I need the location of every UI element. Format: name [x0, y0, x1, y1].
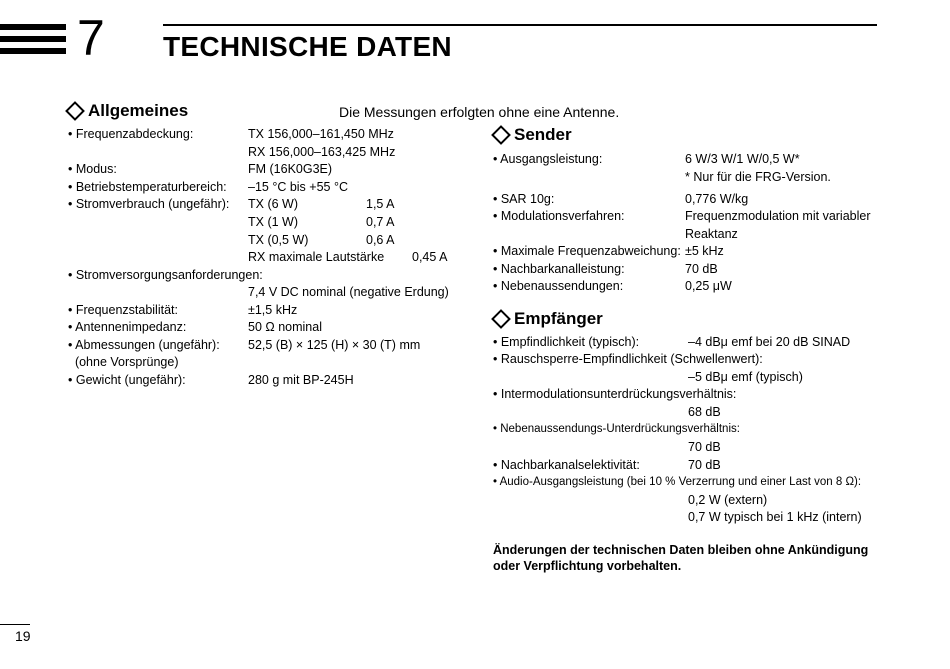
- chapter-tab-bar-middle: [0, 36, 66, 42]
- spec-label: • Antennenimpedanz:: [68, 320, 187, 334]
- chapter-tab-bar-bottom: [0, 48, 66, 54]
- spec-label: • Ausgangsleistung:: [493, 152, 603, 166]
- chapter-tab-bar-top: [0, 24, 66, 30]
- spec-value: * Nur für die FRG-Version.: [685, 170, 831, 184]
- spec-label: • Modulationsverfahren:: [493, 209, 625, 223]
- spec-label: • Empfindlichkeit (typisch):: [493, 335, 640, 349]
- spec-value: 68 dB: [688, 405, 721, 419]
- spec-label: • Nebenaussendungen:: [493, 279, 624, 293]
- spec-value: TX 156,000–161,450 MHz: [248, 127, 394, 141]
- spec-label: • Betriebstemperaturbereich:: [68, 180, 227, 194]
- section-heading-transmitter: [492, 125, 572, 145]
- spec-value: RX 156,000–163,425 MHz: [248, 145, 396, 159]
- spec-value: 0,7 W typisch bei 1 kHz (intern): [688, 510, 862, 524]
- section-heading-general: [66, 101, 188, 121]
- spec-label: • Stromverbrauch (ungefähr):: [68, 197, 230, 211]
- spec-value: 0,2 W (extern): [688, 493, 768, 507]
- spec-value: 0,25 μW: [685, 279, 732, 293]
- spec-value: 7,4 V DC nominal (negative Erdung): [248, 285, 449, 299]
- spec-value: FM (16K0G3E): [248, 162, 333, 176]
- spec-label: • Audio-Ausgangsleistung (bei 10 % Verzerrung und einer Last von 8 Ω):: [493, 476, 862, 488]
- disclaimer-line-1: Änderungen der technischen Daten bleiben ohne Ankündigung: [493, 543, 869, 557]
- spec-label: • Intermodulationsunterdrückungsverhältnis:: [493, 387, 737, 401]
- spec-label: • Nachbarkanalselektivität:: [493, 458, 640, 472]
- spec-value: 50 Ω nominal: [248, 320, 322, 334]
- spec-value: 70 dB: [688, 458, 721, 472]
- diamond-icon: [491, 309, 511, 329]
- spec-label: • Abmessungen (ungefähr):: [68, 338, 220, 352]
- spec-label: • Frequenzabdeckung:: [68, 127, 194, 141]
- spec-value: 52,5 (B) × 125 (H) × 30 (T) mm: [248, 338, 421, 352]
- spec-label: • Frequenzstabilität:: [68, 303, 178, 317]
- spec-value: ±5 kHz: [685, 244, 724, 258]
- disclaimer-line-2: oder Verpflichtung vorbehalten.: [493, 559, 682, 573]
- section-heading-receiver: [492, 309, 603, 329]
- measurement-note: Die Messungen erfolgten ohne eine Antenne.: [339, 104, 620, 120]
- spec-value: –15 °C bis +55 °C: [248, 180, 348, 194]
- spec-value: –4 dBμ emf bei 20 dB SINAD: [688, 335, 851, 349]
- chapter-title: TECHNISCHE DATEN: [163, 31, 452, 62]
- spec-current: 0,6 A: [366, 233, 395, 247]
- spec-value: 6 W/3 W/1 W/0,5 W*: [685, 152, 800, 166]
- spec-value: 0,776 W/kg: [685, 192, 749, 206]
- spec-value: 280 g mit BP-245H: [248, 373, 354, 387]
- spec-value: TX (6 W): [248, 197, 298, 211]
- section-heading-transmitter-label: Sender: [514, 125, 572, 144]
- spec-label: • Maximale Frequenzabweichung:: [493, 244, 681, 258]
- spec-label: • Modus:: [68, 162, 117, 176]
- spec-value: Frequenzmodulation mit variabler: [685, 209, 871, 223]
- spec-value: –5 dBμ emf (typisch): [688, 370, 803, 384]
- section-heading-general-label: Allgemeines: [88, 101, 189, 120]
- spec-label: • Nachbarkanalleistung:: [493, 262, 625, 276]
- page-number-rule: [0, 624, 30, 625]
- spec-label: • Stromversorgungsanforderungen:: [68, 268, 263, 282]
- section-heading-receiver-label: Empfänger: [514, 309, 603, 328]
- spec-label: • Gewicht (ungefähr):: [68, 373, 186, 387]
- title-rule: [163, 24, 877, 26]
- spec-value: TX (0,5 W): [248, 233, 309, 247]
- spec-value: ±1,5 kHz: [248, 303, 298, 317]
- spec-value: Reaktanz: [685, 227, 738, 241]
- spec-current: 1,5 A: [366, 197, 395, 211]
- spec-value: RX maximale Lautstärke: [248, 250, 385, 264]
- spec-current: 0,7 A: [366, 215, 395, 229]
- spec-label: • Nebenaussendungs-Unterdrückungsverhältnis:: [493, 423, 740, 435]
- diamond-icon: [491, 125, 511, 145]
- diamond-icon: [65, 101, 85, 121]
- spec-current: 0,45 A: [412, 250, 448, 264]
- spec-label: • SAR 10g:: [493, 192, 555, 206]
- chapter-number: 7: [77, 10, 105, 66]
- spec-value: TX (1 W): [248, 215, 298, 229]
- spec-label: (ohne Vorsprünge): [68, 355, 179, 369]
- spec-value: 70 dB: [688, 440, 721, 454]
- page-number: 19: [15, 628, 31, 644]
- spec-label: • Rauschsperre-Empfindlichkeit (Schwellenwert):: [493, 352, 763, 366]
- spec-value: 70 dB: [685, 262, 718, 276]
